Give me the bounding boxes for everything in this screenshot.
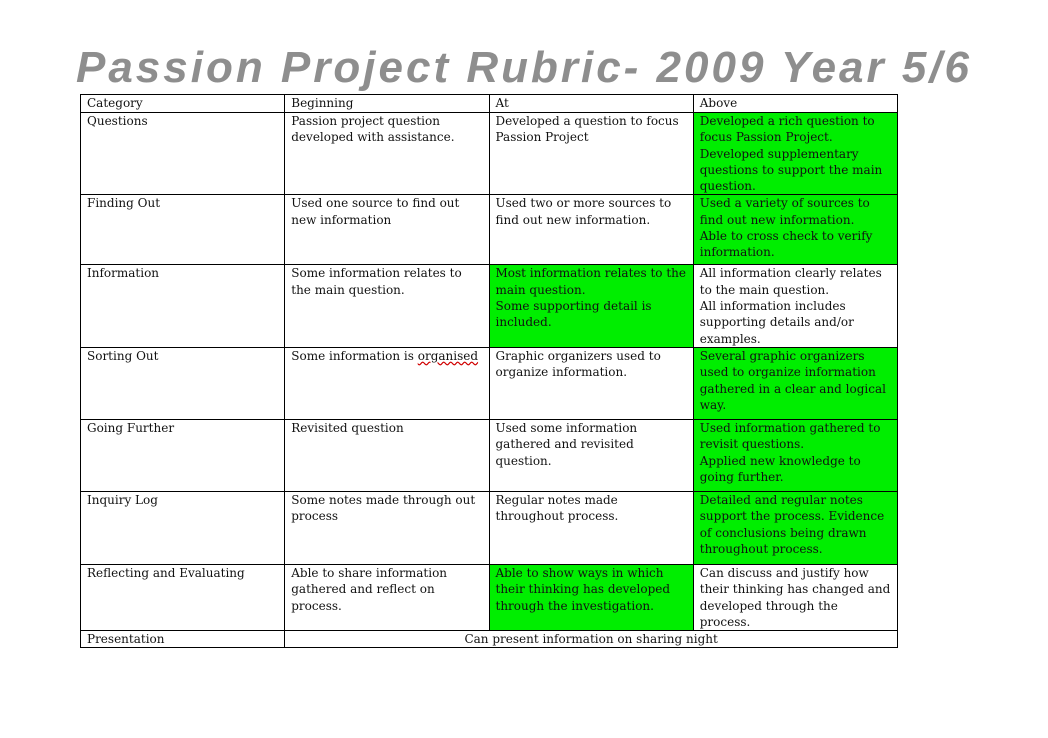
beginning-cell: Able to share information gathered and reflect on process. bbox=[285, 564, 489, 630]
at-cell: Used two or more sources to find out new information. bbox=[489, 195, 693, 265]
cell-text: Developed a rich question to focus Passion Project. bbox=[699, 114, 875, 145]
header-row bbox=[81, 95, 898, 113]
cell-text: Some supporting detail is included. bbox=[495, 299, 652, 330]
at-cell bbox=[489, 265, 693, 347]
table-row bbox=[81, 419, 898, 491]
above-cell bbox=[693, 265, 897, 347]
cell-text: Developed supplementary questions to support the main question. bbox=[699, 146, 883, 194]
at-cell: Used some information gathered and revisited question. bbox=[489, 419, 693, 491]
table-row bbox=[81, 347, 898, 419]
spellcheck-word: organised bbox=[417, 348, 479, 363]
beginning-cell: Some notes made through out process bbox=[285, 491, 489, 564]
table-row bbox=[81, 564, 898, 630]
header-cell-beginning: Beginning bbox=[285, 95, 489, 113]
beginning-cell: Revisited question bbox=[285, 419, 489, 491]
header-cell-above: Above bbox=[693, 95, 897, 113]
category-cell: Finding Out bbox=[81, 195, 285, 265]
above-cell: Detailed and regular notes support the process. Evidence of conclusions being drawn throughout process. bbox=[693, 491, 897, 564]
table-row bbox=[81, 113, 898, 195]
category-cell: Inquiry Log bbox=[81, 491, 285, 564]
cell-text: Most information relates to the main question. bbox=[495, 266, 686, 297]
beginning-cell: Some information relates to the main question. bbox=[285, 265, 489, 347]
header-cell-at: At bbox=[489, 95, 693, 113]
cell-text: Used a variety of sources to find out new information. bbox=[699, 196, 870, 227]
above-cell bbox=[693, 419, 897, 491]
above-cell: Several graphic organizers used to organize information gathered in a clear and logical way. bbox=[693, 347, 897, 419]
cell-text: Some information is bbox=[291, 348, 418, 363]
cell-text: Applied new knowledge to going further. bbox=[699, 453, 861, 484]
cell-text: All information includes supporting details and/or examples. bbox=[699, 299, 854, 346]
category-cell: Going Further bbox=[81, 419, 285, 491]
rubric-table bbox=[80, 94, 898, 648]
cell-text: Able to cross check to verify information. bbox=[699, 229, 873, 260]
beginning-cell: Passion project question developed with assistance. bbox=[285, 113, 489, 195]
header-cell-category: Category bbox=[81, 95, 285, 113]
category-cell: Sorting Out bbox=[81, 347, 285, 419]
above-cell bbox=[693, 195, 897, 265]
category-cell: Questions bbox=[81, 113, 285, 195]
beginning-cell bbox=[285, 347, 489, 419]
document-title: Passion Project Rubric- 2009 Year 5/6 bbox=[75, 43, 973, 92]
category-cell: Presentation bbox=[81, 631, 285, 648]
category-cell: Information bbox=[81, 265, 285, 347]
cell-text: Used information gathered to revisit questions. bbox=[699, 420, 881, 452]
table-row bbox=[81, 491, 898, 564]
at-cell: Graphic organizers used to organize information. bbox=[489, 347, 693, 419]
at-cell: Developed a question to focus Passion Project bbox=[489, 113, 693, 195]
cell-text: All information clearly relates to the main question. bbox=[699, 266, 882, 297]
beginning-cell: Used one source to find out new information bbox=[285, 195, 489, 265]
table-row bbox=[81, 195, 898, 265]
table-row bbox=[81, 631, 898, 648]
category-cell: Reflecting and Evaluating bbox=[81, 564, 285, 630]
above-cell bbox=[693, 113, 897, 195]
at-cell: Able to show ways in which their thinking has developed through the investigation. bbox=[489, 564, 693, 630]
table-row bbox=[81, 265, 898, 347]
above-cell: Can discuss and justify how their thinking has changed and developed through the process. bbox=[693, 564, 897, 630]
at-cell: Regular notes made throughout process. bbox=[489, 491, 693, 564]
presentation-merged-cell: Can present information on sharing night bbox=[285, 631, 898, 648]
